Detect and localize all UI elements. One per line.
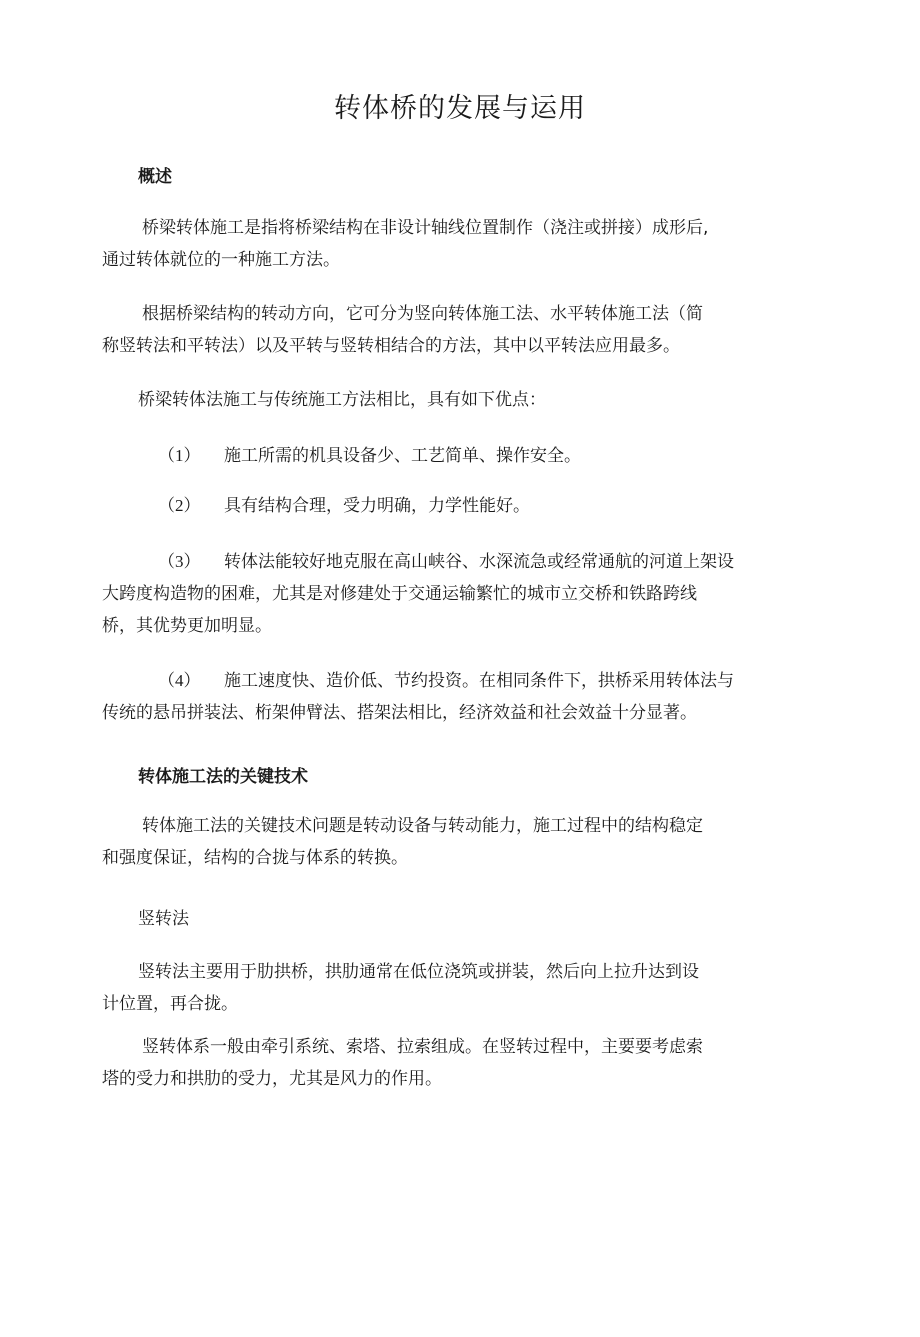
paragraph-line: 竖转体系一般由牵引系统、索塔、拉索组成。在竖转过程中，主要要考虑索: [142, 1037, 703, 1057]
advantage-item-4: [102, 665, 822, 729]
overview-paragraph-1: [102, 212, 822, 276]
vertical-rotation-paragraph-1: [102, 956, 822, 1020]
paragraph-line: 计位置，再合拢。: [102, 994, 238, 1014]
item-number: （3）: [158, 552, 201, 571]
paragraph-line: 转体施工法的关键技术问题是转动设备与转动能力，施工过程中的结构稳定: [142, 816, 703, 836]
item-number: （1）: [158, 446, 201, 465]
item-text: 桥，其优势更加明显。: [102, 616, 272, 636]
vertical-rotation-paragraph-2: [102, 1031, 822, 1095]
paragraph-line: 桥梁转体施工是指将桥梁结构在非设计轴线位置制作（浇注或拼接）成形后,: [142, 218, 709, 238]
paragraph-line: 桥梁转体法施工与传统施工方法相比，具有如下优点：: [138, 390, 546, 410]
advantage-item-3: [102, 546, 822, 642]
overview-heading: 概述: [138, 167, 172, 187]
paragraph-line: 和强度保证，结构的合拢与体系的转换。: [102, 848, 408, 868]
key-technology-heading: 转体施工法的关键技术: [138, 767, 308, 787]
overview-paragraph-3: [102, 384, 822, 416]
overview-paragraph-2: [102, 298, 822, 362]
advantage-item-1: [102, 440, 822, 472]
item-text: 转体法能较好地克服在高山峡谷、水深流急或经常通航的河道上架设: [224, 552, 734, 572]
vertical-rotation-heading: 竖转法: [138, 909, 189, 929]
item-text: 大跨度构造物的困难，尤其是对修建处于交通运输繁忙的城市立交桥和铁路跨线: [102, 584, 697, 604]
item-text: 施工速度快、造价低、节约投资。在相同条件下，拱桥采用转体法与: [224, 671, 734, 691]
item-number: （4）: [158, 671, 201, 690]
paragraph-line: 竖转法主要用于肋拱桥，拱肋通常在低位浇筑或拼装，然后向上拉升达到设: [138, 962, 699, 982]
advantage-item-2: [102, 490, 822, 522]
paragraph-line: 塔的受力和拱肋的受力，尤其是风力的作用。: [102, 1069, 442, 1089]
key-technology-paragraph: [102, 810, 822, 874]
item-text: 传统的悬吊拼装法、桁架伸臂法、搭架法相比，经济效益和社会效益十分显著。: [102, 703, 697, 723]
paragraph-line: 称竖转法和平转法）以及平转与竖转相结合的方法，其中以平转法应用最多。: [102, 336, 680, 356]
paragraph-line: 通过转体就位的一种施工方法。: [102, 250, 340, 270]
paragraph-line: 根据桥梁结构的转动方向，它可分为竖向转体施工法、水平转体施工法（简: [142, 304, 703, 324]
page-title: 转体桥的发展与运用: [334, 93, 586, 124]
item-text: 施工所需的机具设备少、工艺简单、操作安全。: [224, 446, 581, 466]
item-text: 具有结构合理，受力明确，力学性能好。: [224, 496, 530, 516]
item-number: （2）: [158, 496, 201, 515]
